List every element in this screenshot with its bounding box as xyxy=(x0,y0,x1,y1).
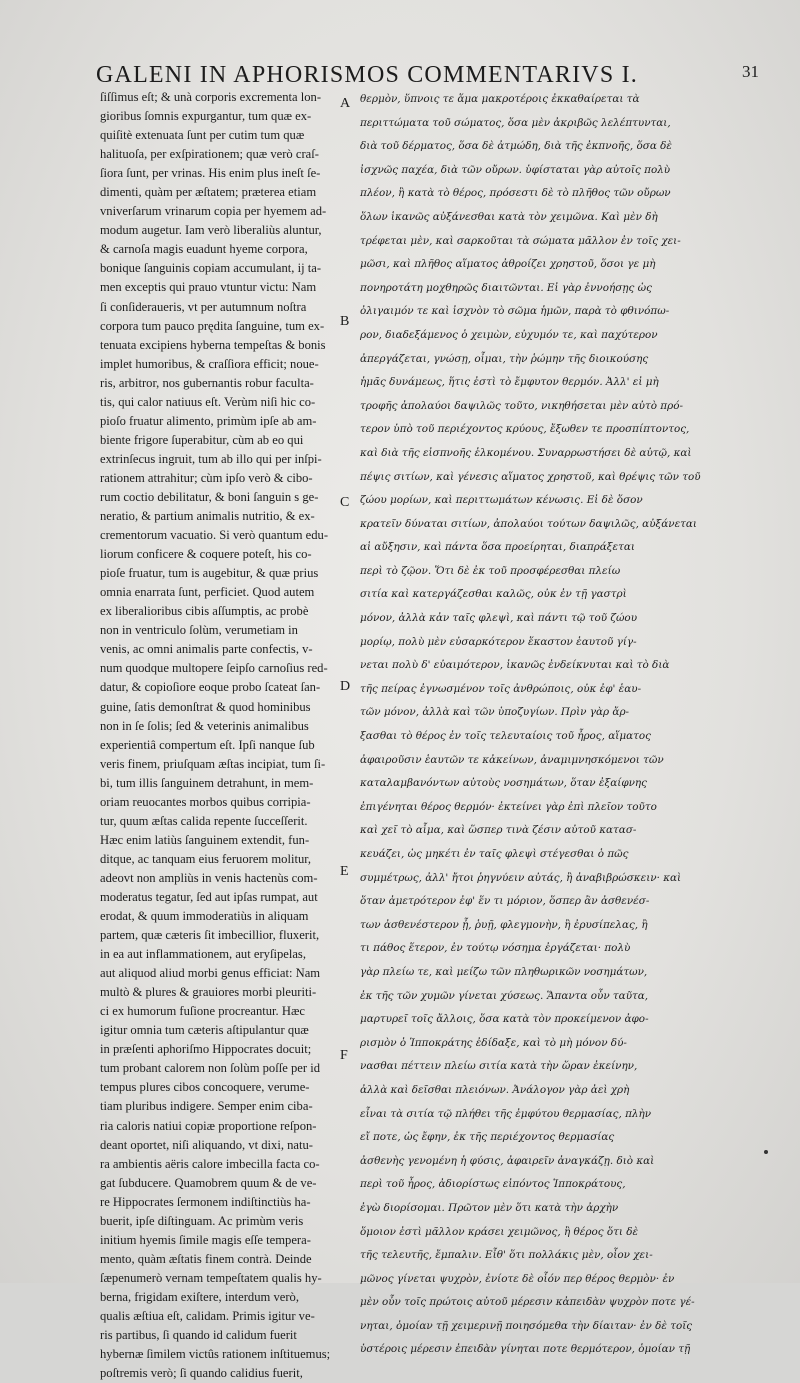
greek-text-line: τερον ὑπὸ τοῦ περιέχοντος κρύους, ἔξωθεν τε προσπίπτοντος, xyxy=(360,423,690,436)
greek-text-line: ἐκ τῆς τῶν χυμῶν γίνεται χύσεως. Ἅπαντα οὖν ταῦτα, xyxy=(360,989,649,1002)
greek-text-line: ξασθαι τὸ θέρος ἐν τοῖς τελευταίοις τοῦ ἦρος, αἵματος xyxy=(360,730,651,743)
greek-text-line: ἀλλὰ καὶ δεῖσθαι πλειόνων. Ἀνάλογον γὰρ ἀεὶ χρὴ xyxy=(360,1083,630,1096)
latin-text-line: ria caloris natiui copiæ proportione reſpon- xyxy=(100,1118,317,1133)
greek-text-line: μαρτυρεῖ τοῖς ἄλλοις, ὅσα κατὰ τὸν προκείμενον ἀφο- xyxy=(360,1013,649,1026)
latin-text-line: datur, & copioſiore eoque probo ſcateat ſan- xyxy=(100,680,321,695)
latin-text-line: Hæc enim latiùs ſanguinem extendit, fun- xyxy=(100,832,310,847)
latin-text-line: corpora tum pauco prędita ſanguine, tum ex- xyxy=(100,318,325,333)
latin-column xyxy=(100,88,332,1383)
latin-text-line: extrinſecus ingruit, tum ab illo qui per inſpi- xyxy=(100,451,322,466)
latin-text-line: non in ſe ſolis; ſed & veterinis animalibus xyxy=(100,718,309,733)
latin-text-line: in præſenti aphoriſmo Hippocrates docuit; xyxy=(100,1042,312,1057)
greek-text-line: ὀλιγαιμόν τε καὶ ἰσχνὸν τὸ σῶμα ἡμῶν, παρὰ τὸ φθινόπω- xyxy=(360,305,670,318)
latin-text-line: buerit, ipſe diſtinguam. Ac primùm veris xyxy=(100,1213,304,1228)
greek-text-line: μορίῳ, πολὺ μὲν εὐσαρκότερον ἕκαστον ἑαυτοῦ γίγ- xyxy=(360,635,637,648)
latin-text-line: aut aliquod aliud morbi genus efficiat: Nam xyxy=(100,966,321,981)
greek-text-line: νηται, ὁμοίαν τῇ χειμερινῇ ποιησόμεθα τὴν δίαιταν· ἐν δὲ τοῖς xyxy=(360,1319,693,1332)
latin-text-line: ris partibus, ſi quando id calidum fuerit xyxy=(100,1328,297,1343)
latin-text-line: re Hippocrates ſermonem indiſtinctiùs ha- xyxy=(100,1194,311,1209)
greek-text-line: καὶ διὰ τῆς εἰσπνοῆς ἑλκομένου. Συναρρωστήσει δὲ αὐτῷ, καὶ xyxy=(360,446,692,459)
page-number: 31 xyxy=(742,62,759,81)
greek-text-line: μὲν οὖν τοῖς πρώτοις αὐτοῦ μέρεσιν κἀπειδὰν ψυχρὸν ποτε γέ- xyxy=(360,1296,695,1309)
latin-text-line: hybernæ ſimilem victûs rationem inſtituemus; xyxy=(100,1347,331,1362)
greek-text-line: νασθαι πέττειν πλείω σιτία κατὰ τὴν ὥραν ἐκείνην, xyxy=(360,1060,638,1073)
greek-text-line: τρέφεται μὲν, καὶ σαρκοῦται τὰ σώματα μᾶλλον ἐν τοῖς χει- xyxy=(360,234,681,247)
latin-text-line: berna, frigidam exiſtere, interdum verò, xyxy=(100,1289,299,1304)
latin-text-line: rationem attrahitur; cùm ipſo verò & cibo- xyxy=(100,470,313,485)
margin-letter: C xyxy=(340,495,350,510)
greek-text-line: περὶ τὸ ζῷον. Ὅτι δὲ ἐκ τοῦ προσφέρεσθαι πλείω xyxy=(360,564,621,577)
latin-text-line: erodat, & quum immoderatiùs in aliquam xyxy=(100,909,309,924)
latin-text-line: veris finem, priuſquam æſtas incipiat, tum ſi- xyxy=(100,756,326,771)
latin-text-line: ra ambientis aëris calore imbecilla facta co- xyxy=(100,1156,320,1171)
latin-text-line: ſæpenumerò vernam tempeſtatem qualis hy- xyxy=(100,1270,322,1285)
greek-text-line: πέψις σιτίων, καὶ γένεσις αἵματος χρηστοῦ, καὶ θρέψις τῶν τοῦ xyxy=(360,470,701,483)
latin-text-line: quiſitè extenuata ſunt per cutim tum quæ xyxy=(100,128,305,143)
latin-text-line: ſiſſimus eſt; & unà corporis excrementa lon- xyxy=(100,90,322,104)
greek-text-line: ὅλων ἱκανῶς αὐξάνεσθαι κατὰ τὸν χειμῶνα. Καὶ μὲν δὴ xyxy=(360,210,658,223)
greek-text-line: καταλαμβανόντων αὐτοὺς νοσημάτων, ὅταν ἐξαίφνης xyxy=(360,777,647,790)
greek-text-line: καὶ χεῖ τὸ αἷμα, καὶ ὥσπερ τινὰ ζέσιν αὐτοῦ κατασ- xyxy=(360,824,637,837)
latin-text-line: adeovt non ampliùs in venis hactenùs com- xyxy=(100,870,318,885)
greek-text-line: σιτία καὶ κατεργάζεσθαι καλῶς, οὐκ ἐν τῇ γαστρὶ xyxy=(360,588,627,601)
margin-letter: F xyxy=(340,1048,348,1063)
greek-text-line: περιττώματα τοῦ σώματος, ὅσα μὲν ἀκριβῶς λελέπτυνται, xyxy=(360,116,671,129)
latin-text-line: pioſe fruatur, tum is augebitur, & quæ prius xyxy=(100,566,319,581)
latin-text-line: multò & plures & grauiores morbi pleuriti- xyxy=(100,985,317,1000)
latin-text-line: tiam pluribus indigere. Semper enim ciba- xyxy=(100,1099,313,1114)
latin-text-line: initium hyemis ſimile magis eſſe tempera- xyxy=(100,1232,311,1247)
latin-text-line: experientiâ compertum eſt. Ipſi nanque ſub xyxy=(100,737,315,752)
greek-text-line: περὶ τοῦ ἦρος, ἀδιορίστως εἰπόντος Ἱπποκράτους, xyxy=(360,1178,626,1191)
latin-text-line: biente frigore ſuperabitur, cùm ab eo qui xyxy=(100,432,304,447)
latin-text-line: dimenti, quàm per æſtatem; præterea etiam xyxy=(100,185,317,200)
latin-text-line: crementorum vacuatio. Si verò quantum edu- xyxy=(100,528,329,543)
greek-text-line: συμμέτρως, ἀλλ' ἤτοι ῥηγνύειν αὐτάς, ἢ ἀναβιβρώσκειν· καὶ xyxy=(360,871,682,884)
latin-text-line: guine, ſatis demonſtrat & quod hominibus xyxy=(100,699,311,714)
greek-text-line: ἐγὼ διορίσομαι. Πρῶτον μὲν ὅτι κατὰ τὴν ἀρχὴν xyxy=(360,1201,619,1214)
latin-text-line: tenuata excipiens hyberna tempeſtas & bonis xyxy=(100,337,326,352)
greek-text-line: των ἀσθενέστερον ᾖ, ῥυῇ, φλεγμονὴν, ἢ ἐρυσίπελας, ἢ xyxy=(360,918,648,931)
latin-text-line: igitur omnia tum cæteris aſtipulantur quæ xyxy=(100,1023,309,1038)
greek-text-line: ἀφαιροῦσιν ἑαυτῶν τε κἀκείνων, ἀναμιμνησκόμενοι τῶν xyxy=(360,753,664,766)
latin-text-line: tempus plures cibos concoquere, verume- xyxy=(100,1080,310,1095)
latin-text-line: ex liberalioribus cibis aſſumptis, ac probè xyxy=(100,604,309,619)
latin-text-line: liorum conficere & coquere poteſt, his co- xyxy=(100,547,312,562)
latin-text-line: implet humoribus, & craſſiora efficit; noue- xyxy=(100,356,319,371)
latin-text-line: non in ventriculo ſolùm, verumetiam in xyxy=(100,623,298,638)
greek-text-line: πλέον, ἢ κατὰ τὸ θέρος, πρόσεστι δὲ τὸ πλῆθος τῶν οὔρων xyxy=(360,187,671,200)
greek-text-line: ἀσθενὴς γενομένη ἡ φύσις, ἀφαιρεῖν ἀναγκάζῃ. διὸ καὶ xyxy=(360,1154,655,1167)
greek-text-line: νεται πολὺ δ' εὐαιμότερον, ἱκανῶς ἐνδείκνυται καὶ τὸ διὰ xyxy=(360,659,670,672)
greek-text-line: θερμὸν, ὕπνοις τε ἅμα μακροτέροις ἐκκαθαίρεται τὰ xyxy=(360,93,640,105)
margin-letter: B xyxy=(340,314,350,329)
latin-text-line: vniverſarum vrinarum copia per hyemem ad- xyxy=(100,204,327,219)
greek-text-line: εἴ ποτε, ὡς ἔφην, ἐκ τῆς περιέχοντος θερμασίας xyxy=(360,1131,615,1144)
latin-text-line: gioribus ſomnis expurgantur, tum quæ ex- xyxy=(100,109,312,124)
latin-text-line: poſtremis verò; ſi quando calidius fuerit, xyxy=(100,1366,303,1381)
greek-text-line: μόνον, ἀλλὰ κἀν ταῖς φλεψὶ, καὶ πάντι τῷ τοῦ ζώου xyxy=(360,612,638,625)
greek-text-line: εἶναι τὰ σιτία τῷ πλήθει τῆς ἐμφύτου θερμασίας, πλὴν xyxy=(360,1107,652,1120)
greek-text-line: ἀπεργάζεται, γνώσῃ, οἶμαι, τὴν ῥώμην τῆς διοικούσης xyxy=(360,352,649,365)
greek-column xyxy=(360,88,742,1362)
latin-text-line: in ea aut inflammationem, aut eryſipelas, xyxy=(100,947,306,962)
greek-text-line: ὅταν ἀμετρότερον ἐφ' ἕν τι μόριον, ὅσπερ ἂν ἀσθενέσ- xyxy=(360,895,650,908)
latin-text-line: modum augetur. Iam verò liberaliùs aluntur, xyxy=(100,223,322,238)
greek-text-line: ἰσχνῶς παχέα, διὰ τῶν οὔρων. ὑφίσταται γὰρ αὐτοῖς πολὺ xyxy=(360,163,671,176)
greek-text-line: τῆς πείρας ἐγνωσμένον τοῖς ἀνθρώποις, οὐκ ἐφ' ἑαυ- xyxy=(360,682,642,695)
greek-text-line: ἐπιγένηται θέρος θερμόν· ἐκτείνει γὰρ ἐπὶ πλεῖον τοῦτο xyxy=(360,800,657,813)
greek-text-line: ὑστέροις μέρεσιν ἐπειδὰν γίνηται ποτε θερμότερον, ὁμοίαν τῇ xyxy=(360,1343,691,1356)
latin-text-line: men exceptis qui prauo vtuntur victu: Nam xyxy=(100,280,317,295)
greek-text-line: γὰρ πλείω τε, καὶ μείζω τῶν πληθωρικῶν νοσημάτων, xyxy=(360,965,648,978)
latin-text-line: tum probant calorem non ſolùm poſſe per id xyxy=(100,1061,320,1076)
latin-text-line: qualis æſtiua eſt, calidam. Primis igitur ve- xyxy=(100,1309,315,1323)
latin-text-line: oriam reuocantes morbos quibus corripia- xyxy=(100,794,311,809)
latin-text-line: num quodque multopere ſeipſo carnoſius red- xyxy=(100,661,328,676)
greek-text-line: ἡμᾶς δυνάμεως, ἥτις ἐστὶ τὸ ἔμφυτον θερμόν. Ἀλλ' εἰ μὴ xyxy=(360,376,659,389)
latin-text-line: moderatus tegatur, ſed aut ipſas rumpat, aut xyxy=(100,889,318,904)
latin-text-line: tis, qui calor natiuus eſt. Verùm niſi hic co- xyxy=(100,394,316,409)
latin-text-line: omnia enarrata ſunt, perficiet. Quod autem xyxy=(100,585,315,600)
latin-text-line: neratio, & partium animalis nutritio, & ex- xyxy=(100,509,315,524)
greek-text-line: μῶνος γίνεται ψυχρὸν, ἐνίοτε δὲ οἷόν περ θέρος θερμὸν· ἐν xyxy=(360,1272,675,1285)
greek-text-line: πονηροτάτη μοχθηρῶς διαιτῶνται. Εἰ γὰρ ἐννοήσῃς ὡς xyxy=(360,281,652,294)
latin-text-line: ris, arbitror, nos gubernantis robur faculta- xyxy=(100,375,314,390)
latin-text-line: pioſo fruatur alimento, primùm ipſe ab am- xyxy=(100,413,317,428)
latin-text-line: partem, quæ cæteris ſit imbecillior, fluxerit, xyxy=(100,928,320,943)
latin-text-line: & carnoſa magis euadunt hyeme corpora, xyxy=(100,242,308,257)
greek-text-line: τῆς τελευτῆς, ἔμπαλιν. Εἶθ' ὅτι πολλάκις μὲν, οἷον χει- xyxy=(360,1249,653,1262)
greek-text-line: ρον, διαδεξάμενος ὁ χειμὼν, εὐχυμόν τε, καὶ παχύτερον xyxy=(360,328,658,341)
ink-speck xyxy=(764,1150,768,1154)
greek-text-line: μῶσι, καὶ πλῆθος αἵματος ἀθροίζει χρηστοῦ, ὅσοι γε μὴ xyxy=(360,258,656,271)
greek-text-line: ρισμὸν ὁ Ἱπποκράτης ἐδίδαξε, καὶ τὸ μὴ μόνον δύ- xyxy=(360,1036,627,1049)
margin-letter: A xyxy=(340,96,351,111)
latin-text-line: bonique ſanguinis copiam accumulant, ij ta- xyxy=(100,261,322,276)
latin-text-line: tur, quum æſtas calida repente ſucceſſerit. xyxy=(100,813,308,828)
latin-text-line: gat ſubducere. Quamobrem quum & de ve- xyxy=(100,1175,317,1190)
latin-text-line: venis, ac omni animalis parte confectis, v- xyxy=(100,642,313,657)
greek-text-line: ὅμοιον ἐστὶ μᾶλλον κράσει χειμῶνος, ἢ θέρος ὅτι δὲ xyxy=(360,1225,639,1238)
latin-text-line: ſiora ſunt, per vrinas. His enim plus ineſt ſe- xyxy=(100,166,321,181)
latin-text-line: halituoſa, per exſpirationem; quæ verò craſ- xyxy=(100,147,319,162)
latin-text-line: ditque, ac tanquam eius feruorem molitur, xyxy=(100,851,312,866)
latin-text-line: bi, tum illis ſanguinem detrahunt, in mem- xyxy=(100,775,314,790)
greek-text-line: κευάζει, ὡς μηκέτι ἐν ταῖς φλεψὶ στέγεσθαι ὁ πῶς xyxy=(360,848,629,860)
latin-text-line: deant oportet, niſi aliquando, vt dixi, natu- xyxy=(100,1137,313,1152)
latin-text-line: rum coctio debilitatur, & boni ſanguin s ge- xyxy=(100,489,319,504)
latin-text-line: ci ex humorum fuſione procreantur. Hæc xyxy=(100,1004,305,1019)
greek-text-line: διὰ τοῦ δέρματος, ὅσα δὲ ἀτμώδη, διὰ τῆς ἐκπνοῆς, ὅσα δὲ xyxy=(360,140,672,153)
greek-text-line: τροφῆς ἀπολαύοι δαψιλῶς τοῦτο, νικηθήσεται μὲν αὐτὸ πρό- xyxy=(360,399,684,412)
greek-text-line: τῶν μόνον, ἀλλὰ καὶ τῶν ὑποζυγίων. Πρὶν γὰρ ἄρ- xyxy=(360,706,630,719)
greek-text-line: τι πάθος ἕτερον, ἐν τούτῳ νόσημα ἐργάζεται· πολὺ xyxy=(360,942,631,955)
latin-text-line: ſi conſideraueris, vt per autumnum noſtra xyxy=(100,299,307,314)
greek-text-line: ζώου μορίων, καὶ περιττωμάτων κένωσις. Εἰ δὲ ὅσον xyxy=(360,494,643,507)
running-title: GALENI IN APHORISMOS COMMENTARIVS I. xyxy=(96,62,638,88)
margin-letter: E xyxy=(340,864,349,879)
margin-letter: D xyxy=(340,679,351,694)
greek-text-line: αἱ αὔξησιν, καὶ πάντα ὅσα προείρηται, διαπράξεται xyxy=(360,541,635,554)
latin-text-line: mento, quàm æſtatis finem contrà. Deinde xyxy=(100,1251,312,1266)
greek-text-line: κρατεῖν δύναται σιτίων, ἀπολαύοι τούτων δαψιλῶς, αὐξάνεται xyxy=(360,517,697,530)
